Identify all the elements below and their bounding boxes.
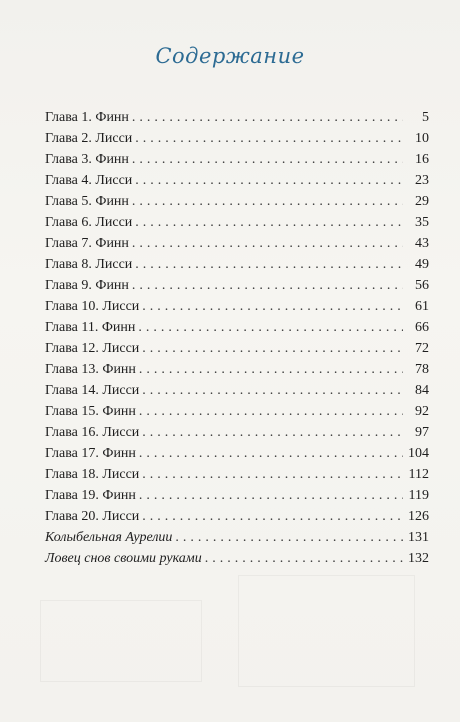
toc-entry-page-number: 119 [408,488,429,503]
toc-entry [45,128,429,149]
toc-entry-page-number: 112 [408,467,429,482]
toc-entry [45,443,429,464]
dot-leader [132,275,403,296]
toc-entry [45,149,429,170]
bleed-through-text [238,575,415,687]
toc-entry-page-number: 29 [415,194,429,209]
dot-leader [142,380,403,401]
table-of-contents [45,107,429,569]
toc-entry [45,359,429,380]
toc-entry-page-number: 126 [408,509,429,524]
toc-entry-page-number: 92 [415,404,429,419]
toc-entry-label: Глава 11. Финн [45,320,136,335]
toc-entry [45,254,429,275]
dot-leader [135,212,403,233]
toc-entry-label: Глава 18. Лисси [45,467,140,482]
toc-entry-page-number: 61 [415,299,429,314]
toc-entry-page-number: 5 [422,110,429,125]
toc-entry-page-number: 72 [415,341,429,356]
toc-entry [45,527,429,548]
toc-entry-label: Глава 1. Финн [45,110,129,125]
toc-entry [45,401,429,422]
toc-entry-page-number: 104 [408,446,429,461]
toc-entry-label: Глава 16. Лисси [45,425,140,440]
toc-entry-page-number: 84 [415,383,429,398]
toc-entry [45,296,429,317]
toc-entry-label: Глава 7. Финн [45,236,129,251]
toc-entry-label: Глава 5. Финн [45,194,129,209]
dot-leader [135,254,403,275]
toc-entry-page-number: 23 [415,173,429,188]
toc-entry [45,317,429,338]
dot-leader [142,296,403,317]
dot-leader [138,317,403,338]
dot-leader [175,527,403,548]
dot-leader [132,149,403,170]
toc-entry-page-number: 131 [408,530,429,545]
toc-entry [45,212,429,233]
dot-leader [139,401,403,422]
toc-entry [45,422,429,443]
toc-entry-page-number: 16 [415,152,429,167]
toc-entry [45,548,429,569]
toc-entry-page-number: 56 [415,278,429,293]
toc-entry [45,275,429,296]
toc-entry-page-number: 132 [408,551,429,566]
toc-entry [45,170,429,191]
toc-entry-label: Глава 4. Лисси [45,173,133,188]
toc-entry-label: Глава 19. Финн [45,488,136,503]
page-title: Содержание [155,44,305,68]
dot-leader [132,191,403,212]
dot-leader [142,464,403,485]
toc-entry [45,107,429,128]
toc-entry-page-number: 10 [415,131,429,146]
dot-leader [139,485,403,506]
dot-leader [139,359,403,380]
toc-entry-label: Глава 12. Лисси [45,341,140,356]
dot-leader [142,338,403,359]
dot-leader [132,233,403,254]
dot-leader [142,422,403,443]
dot-leader [139,443,403,464]
dot-leader [135,128,403,149]
toc-entry-label: Глава 14. Лисси [45,383,140,398]
dot-leader [135,170,403,191]
toc-entry [45,191,429,212]
toc-entry-label: Глава 3. Финн [45,152,129,167]
toc-entry [45,485,429,506]
toc-entry-page-number: 49 [415,257,429,272]
toc-entry [45,233,429,254]
toc-entry-label: Ловец снов своими руками [45,551,202,566]
toc-entry [45,464,429,485]
toc-entry-page-number: 43 [415,236,429,251]
toc-entry-label: Глава 6. Лисси [45,215,133,230]
toc-entry-label: Глава 13. Финн [45,362,136,377]
bleed-through-illustration [40,600,202,682]
dot-leader [132,107,403,128]
dot-leader [142,506,403,527]
toc-entry-label: Глава 9. Финн [45,278,129,293]
toc-entry-label: Глава 8. Лисси [45,257,133,272]
toc-entry [45,506,429,527]
toc-entry-label: Колыбельная Аурелии [45,530,173,545]
toc-entry-page-number: 35 [415,215,429,230]
toc-entry [45,338,429,359]
toc-entry-label: Глава 17. Финн [45,446,136,461]
toc-entry [45,380,429,401]
toc-entry-page-number: 78 [415,362,429,377]
toc-entry-page-number: 97 [415,425,429,440]
toc-entry-page-number: 66 [415,320,429,335]
toc-entry-label: Глава 20. Лисси [45,509,140,524]
toc-entry-label: Глава 10. Лисси [45,299,140,314]
dot-leader [205,548,403,569]
toc-entry-label: Глава 15. Финн [45,404,136,419]
toc-entry-label: Глава 2. Лисси [45,131,133,146]
